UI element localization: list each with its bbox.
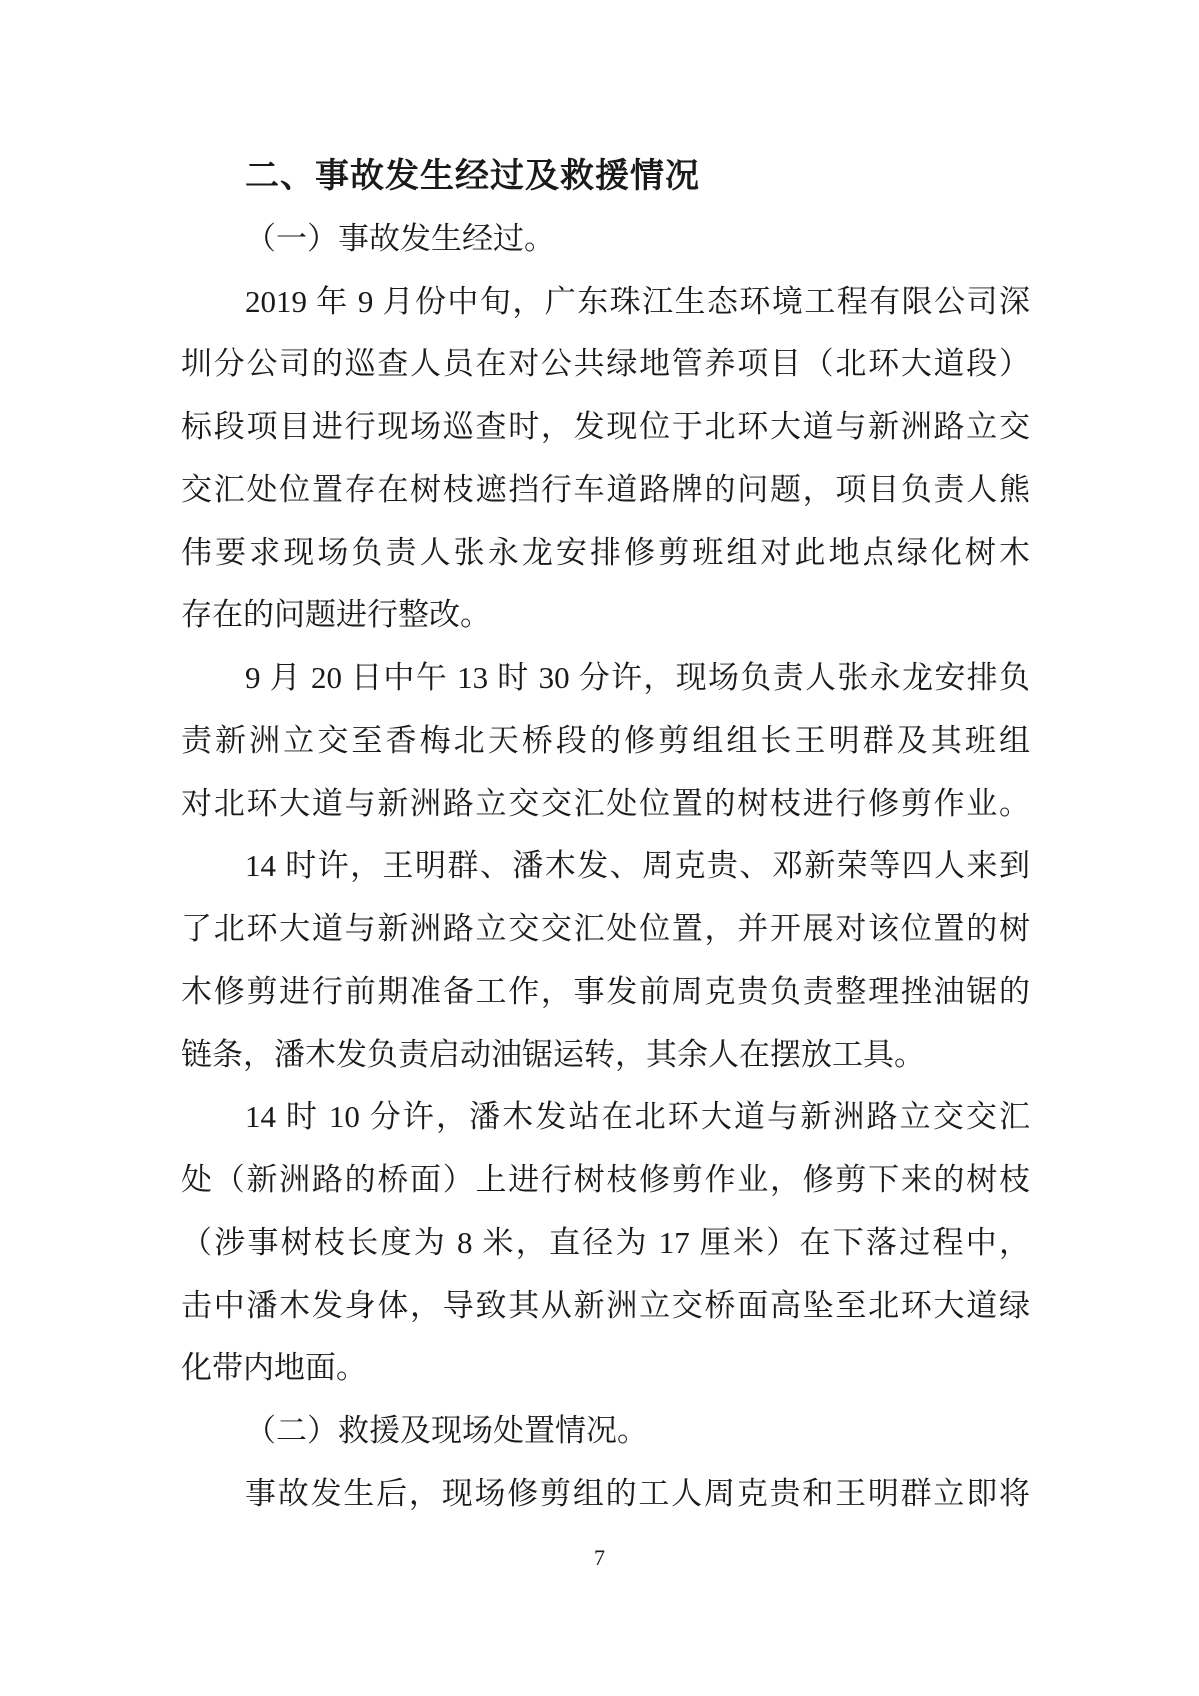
- paragraph-line: 了北环大道与新洲路立交交汇处位置，并开展对该位置的树: [181, 911, 1030, 946]
- paragraph-line: 圳分公司的巡查人员在对公共绿地管养项目（北环大道段）: [181, 346, 1030, 382]
- paragraph-line: 击中潘木发身体，导致其从新洲立交桥面高坠至北环大道绿: [181, 1287, 1030, 1323]
- paragraph-line: 14 时 10 分许，潘木发站在北环大道与新洲路立交交汇: [245, 1099, 1030, 1135]
- text-block: [181, 145, 1030, 1526]
- section-heading: 二、事故发生经过及救援情况: [245, 157, 700, 195]
- paragraph-line: （涉事树枝长度为 8 米，直径为 17 厘米）在下落过程中，: [181, 1224, 1030, 1260]
- paragraph-line: 化带内地面。: [181, 1350, 367, 1386]
- paragraph-line: （一）事故发生经过。: [245, 220, 555, 256]
- paragraph-line: 木修剪进行前期准备工作，事发前周克贵负责整理挫油锯的: [181, 973, 1030, 1009]
- paragraph-line: 处（新洲路的桥面）上进行树枝修剪作业，修剪下来的树枝: [181, 1162, 1030, 1197]
- page-number: 7: [594, 1545, 605, 1570]
- paragraph-line: 14 时许，王明群、潘木发、周克贵、邓新荣等四人来到: [245, 848, 1030, 884]
- paragraph-line: 对北环大道与新洲路立交交汇处位置的树枝进行修剪作业。: [181, 785, 1030, 821]
- paragraph-line: （二）救援及现场处置情况。: [245, 1413, 648, 1448]
- paragraph-line: 链条，潘木发负责启动油锯运转，其余人在摆放工具。: [181, 1036, 925, 1072]
- paragraph-line: 存在的问题进行整改。: [181, 597, 491, 633]
- paragraph-line: 事故发生后，现场修剪组的工人周克贵和王明群立即将: [245, 1475, 1030, 1511]
- paragraph-line: 责新洲立交至香梅北天桥段的修剪组组长王明群及其班组: [181, 722, 1030, 758]
- paragraph-line: 9 月 20 日中午 13 时 30 分许，现场负责人张永龙安排负: [245, 660, 1030, 695]
- paragraph-line: 标段项目进行现场巡查时，发现位于北环大道与新洲路立交: [181, 409, 1030, 444]
- paragraph-line: 2019 年 9 月份中旬，广东珠江生态环境工程有限公司深: [245, 283, 1030, 319]
- paragraph-line: 交汇处位置存在树枝遮挡行车道路牌的问题，项目负责人熊: [181, 471, 1030, 507]
- paragraph-line: 伟要求现场负责人张永龙安排修剪班组对此地点绿化树木: [181, 534, 1030, 570]
